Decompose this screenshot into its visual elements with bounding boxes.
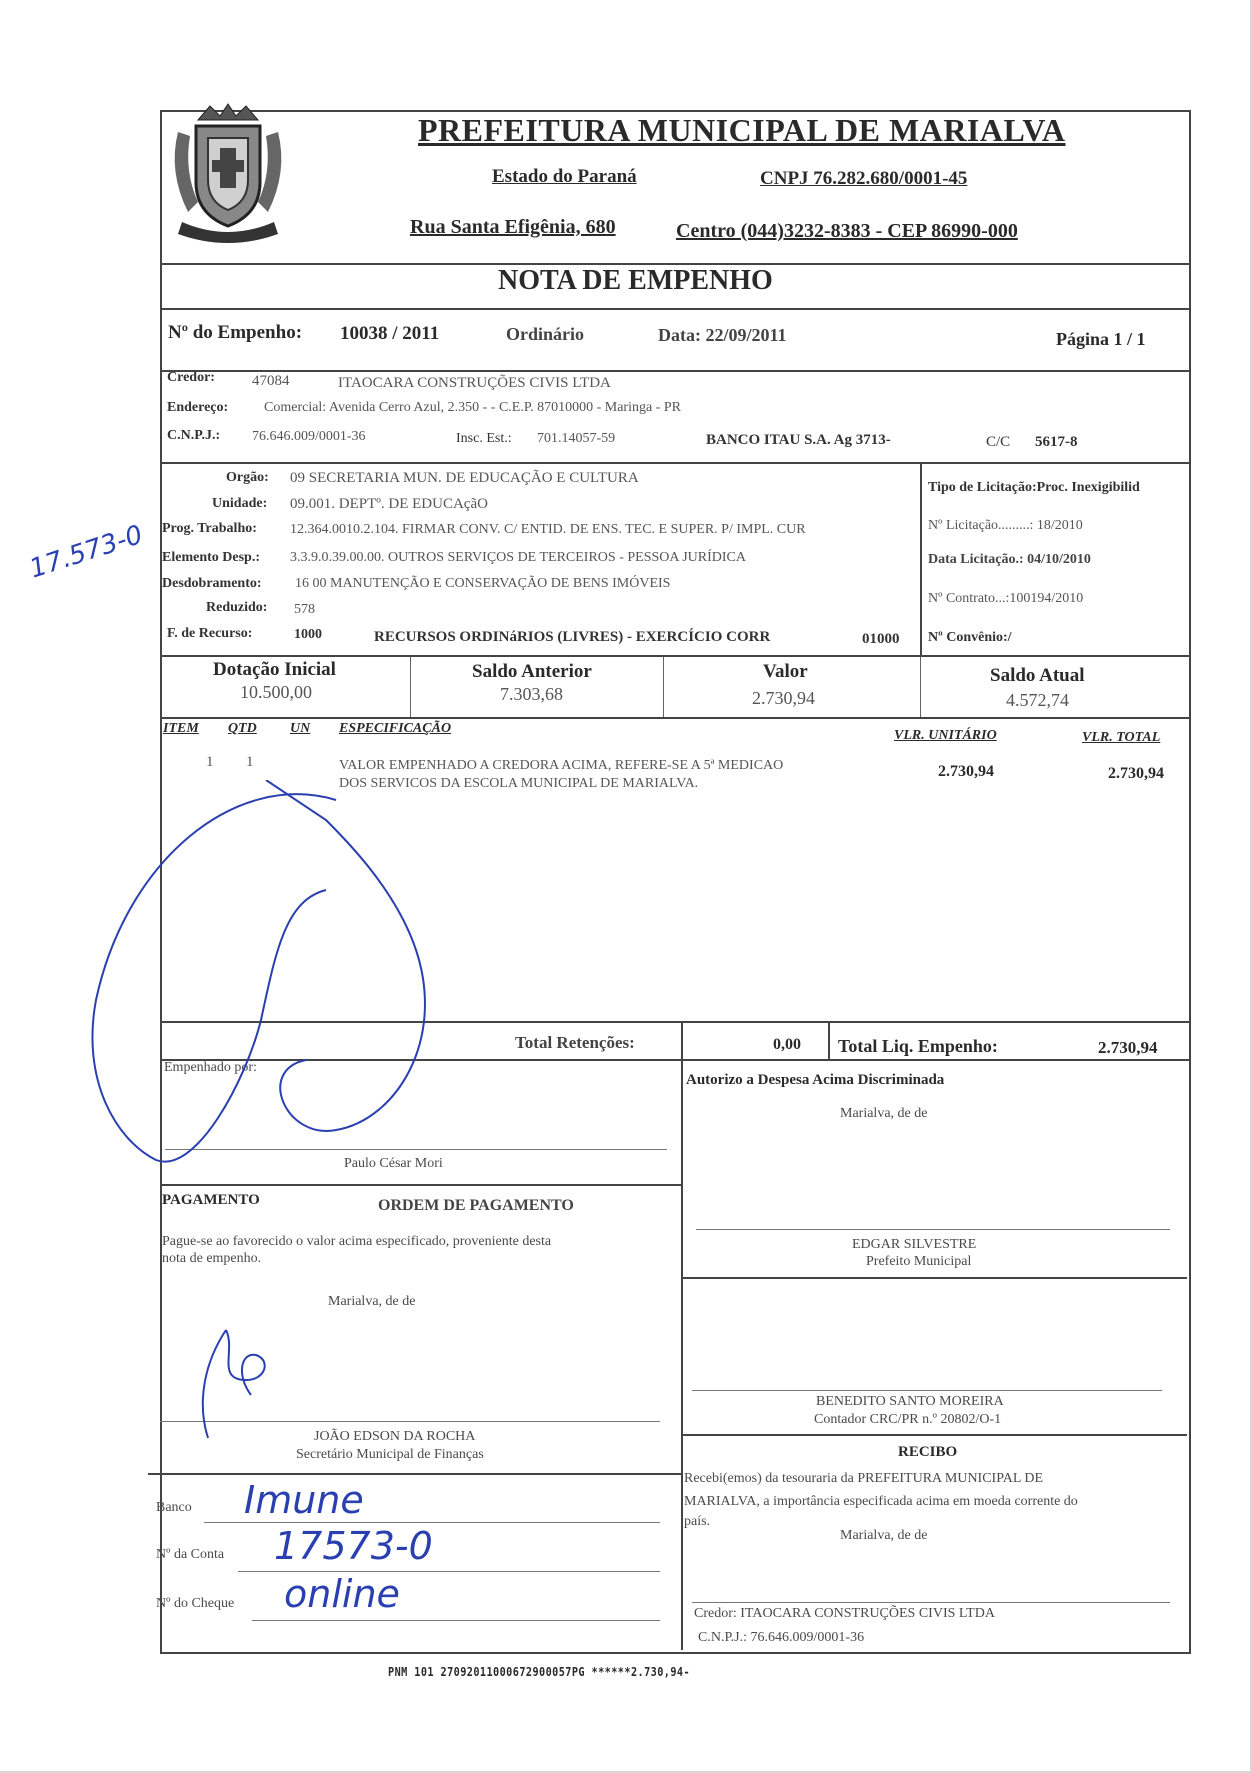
cnpj-label: C.N.P.J.: bbox=[167, 428, 221, 443]
cheque-handwritten-value: online bbox=[284, 1572, 400, 1616]
licitacao-type: Tipo de Licitação:Proc. Inexigibilid bbox=[928, 480, 1140, 495]
divider-vertical bbox=[663, 657, 664, 717]
desdobramento-value: 16 00 MANUTENÇÃO E CONSERVAÇÃO DE BENS IMÓVEIS bbox=[295, 576, 671, 591]
item-qtd: 1 bbox=[246, 754, 254, 770]
finance-secretary-name: JOÃO EDSON DA ROCHA bbox=[314, 1429, 476, 1444]
header-cnpj: CNPJ 76.282.680/0001-45 bbox=[760, 168, 968, 189]
ordem-pagamento-title: ORDEM DE PAGAMENTO bbox=[378, 1197, 574, 1214]
credor-label: Credor: bbox=[167, 370, 215, 385]
divider bbox=[148, 1473, 682, 1475]
desdobramento-label: Desdobramento: bbox=[162, 576, 262, 591]
divider bbox=[681, 1434, 1187, 1436]
credor-cnpj: 76.646.009/0001-36 bbox=[252, 429, 366, 444]
header-address: Rua Santa Efigênia, 680 bbox=[410, 216, 616, 238]
margin-handwritten-note: 17.573-0 bbox=[26, 519, 147, 585]
liq-empenho-label: Total Liq. Empenho: bbox=[838, 1036, 998, 1056]
saldo-anterior-value: 7.303,68 bbox=[500, 684, 563, 704]
unidade-label: Unidade: bbox=[212, 496, 268, 511]
account-label: C/C bbox=[986, 434, 1011, 450]
recurso-label: F. de Recurso: bbox=[167, 626, 253, 641]
divider-vertical bbox=[681, 1059, 683, 1650]
recurso-description: RECURSOS ORDINáRIOS (LIVRES) - EXERCÍCIO CORR bbox=[374, 629, 771, 645]
orgao-label: Orgão: bbox=[226, 470, 269, 485]
header-title: PREFEITURA MUNICIPAL DE MARIALVA bbox=[418, 112, 1066, 148]
col-item: ITEM bbox=[163, 721, 199, 736]
liq-empenho-value: 2.730,94 bbox=[1098, 1038, 1158, 1057]
item-unit-value: 2.730,94 bbox=[938, 763, 994, 780]
divider bbox=[160, 462, 1189, 464]
recurso-code: 01000 bbox=[862, 631, 900, 647]
autorizo-label: Autorizo a Despesa Acima Discriminada bbox=[686, 1072, 945, 1088]
saldo-atual-value: 4.572,74 bbox=[1006, 690, 1069, 710]
insc-label: Insc. Est.: bbox=[456, 431, 512, 446]
divider bbox=[681, 1277, 1187, 1279]
coat-of-arms-icon bbox=[168, 102, 288, 250]
elemento-value: 3.3.9.0.39.00.00. OUTROS SERVIÇOS DE TERCEIROS - PESSOA JURÍDICA bbox=[290, 550, 747, 565]
recibo-cnpj: C.N.P.J.: 76.646.009/0001-36 bbox=[698, 1630, 865, 1645]
empenho-number-label: Nº do Empenho: bbox=[168, 322, 303, 343]
finance-secretary-role: Secretário Municipal de Finanças bbox=[296, 1447, 484, 1462]
header-state: Estado do Paraná bbox=[492, 166, 637, 187]
col-un: UN bbox=[290, 721, 311, 736]
empenho-date: Data: 22/09/2011 bbox=[658, 325, 787, 345]
cheque-field-line bbox=[252, 1620, 660, 1621]
pagamento-text-line1: Pague-se ao favorecido o valor acima especificado, proveniente desta bbox=[162, 1234, 552, 1249]
recibo-credor: Credor: ITAOCARA CONSTRUÇÕES CIVIS LTDA bbox=[694, 1606, 995, 1621]
contrato-number: Nº Contrato...:100194/2010 bbox=[928, 591, 1084, 606]
orgao-value: 09 SECRETARIA MUN. DE EDUCAÇÃO E CULTURA bbox=[290, 470, 639, 486]
divider-vertical bbox=[828, 1023, 830, 1061]
saldo-atual-label: Saldo Atual bbox=[990, 665, 1085, 686]
valor-label: Valor bbox=[763, 661, 808, 682]
account-number-label: Nº da Conta bbox=[156, 1547, 225, 1562]
page-number: Página 1 / 1 bbox=[1056, 329, 1146, 349]
divider bbox=[160, 308, 1189, 310]
bank-handwritten-value: Imune bbox=[244, 1478, 364, 1522]
signature-line bbox=[696, 1229, 1170, 1230]
item-total-value: 2.730,94 bbox=[1108, 765, 1164, 782]
saldo-anterior-label: Saldo Anterior bbox=[472, 661, 592, 682]
item-description-line2: DOS SERVICOS DA ESCOLA MUNICIPAL DE MARIALVA. bbox=[339, 776, 699, 791]
divider bbox=[160, 370, 1189, 372]
recibo-text-line1: Recebi(emos) da tesouraria da PREFEITURA MUNICIPAL DE bbox=[684, 1471, 1044, 1486]
recurso-value: 1000 bbox=[294, 627, 322, 642]
unidade-value: 09.001. DEPTº. DE EDUCAçãO bbox=[290, 496, 488, 512]
header-district-phone: Centro (044)3232-8383 - CEP 86990-000 bbox=[676, 220, 1018, 242]
mayor-role: Prefeito Municipal bbox=[866, 1254, 972, 1269]
prog-label: Prog. Trabalho: bbox=[162, 521, 257, 536]
bank-label: Banco bbox=[156, 1500, 192, 1515]
retencoes-label: Total Retenções: bbox=[515, 1033, 635, 1052]
credor-code: 47084 bbox=[252, 373, 290, 389]
accountant-role: Contador CRC/PR n.º 20802/O-1 bbox=[814, 1412, 1002, 1427]
empenhado-label: Empenhado por: bbox=[164, 1060, 257, 1075]
licitacao-date: Data Licitação.: 04/10/2010 bbox=[928, 552, 1091, 567]
recibo-date: Marialva, de de bbox=[840, 1528, 928, 1543]
reduzido-value: 578 bbox=[294, 602, 315, 617]
empenho-number: 10038 / 2011 bbox=[340, 323, 440, 344]
convenio-number: Nº Convênio:/ bbox=[928, 630, 1012, 645]
autorizo-date: Marialva, de de bbox=[840, 1106, 928, 1121]
insc-value: 701.14057-59 bbox=[537, 431, 616, 446]
signature-line bbox=[692, 1602, 1170, 1603]
reduzido-label: Reduzido: bbox=[206, 600, 268, 615]
footer-machine-code: PNM 101 27092011000672900057PG ******2.730,94- bbox=[388, 1665, 691, 1679]
col-vlr-unitario: VLR. UNITÁRIO bbox=[894, 728, 997, 743]
credor-bank: BANCO ITAU S.A. Ag 3713- bbox=[706, 432, 891, 448]
divider-vertical bbox=[681, 1023, 683, 1061]
prog-value: 12.364.0010.2.104. FIRMAR CONV. C/ ENTID. DE ENS. TEC. E SUPER. P/ IMPL. CUR bbox=[290, 522, 806, 537]
recibo-text-line2: MARIALVA, a importância especificada acima em moeda corrente do bbox=[684, 1494, 1078, 1509]
licitacao-number: Nº Licitação.........: 18/2010 bbox=[928, 518, 1083, 533]
recibo-text-line3: país. bbox=[684, 1514, 711, 1529]
empenhado-name: Paulo César Mori bbox=[344, 1156, 443, 1171]
pagamento-date: Marialva, de de bbox=[328, 1294, 416, 1309]
col-especificacao: ESPECIFICAÇÃO bbox=[339, 721, 452, 736]
divider bbox=[160, 717, 1189, 719]
handwritten-signature-mark bbox=[196, 1320, 286, 1450]
col-vlr-total: VLR. TOTAL bbox=[1082, 730, 1161, 745]
mayor-name: EDGAR SILVESTRE bbox=[852, 1237, 977, 1252]
credor-account: 5617-8 bbox=[1035, 434, 1078, 450]
signature-line bbox=[692, 1390, 1162, 1391]
address-label: Endereço: bbox=[167, 400, 229, 415]
retencoes-value: 0,00 bbox=[773, 1036, 801, 1053]
divider-vertical bbox=[920, 464, 922, 657]
valor-value: 2.730,94 bbox=[752, 688, 815, 708]
dotacao-label: Dotação Inicial bbox=[213, 659, 336, 680]
credor-name: ITAOCARA CONSTRUÇÕES CIVIS LTDA bbox=[338, 375, 611, 391]
handwritten-signature-mark bbox=[86, 780, 486, 1180]
cheque-number-label: Nº do Cheque bbox=[156, 1596, 235, 1611]
pagamento-label: PAGAMENTO bbox=[162, 1192, 260, 1208]
document-title: NOTA DE EMPENHO bbox=[498, 265, 773, 296]
item-number: 1 bbox=[206, 754, 214, 770]
credor-address: Comercial: Avenida Cerro Azul, 2.350 - - C.E.P. 87010000 - Maringa - PR bbox=[264, 400, 681, 415]
divider bbox=[160, 1184, 682, 1186]
empenho-type: Ordinário bbox=[506, 324, 585, 344]
pagamento-text-line2: nota de empenho. bbox=[162, 1251, 262, 1266]
accountant-name: BENEDITO SANTO MOREIRA bbox=[816, 1394, 1004, 1409]
item-description-line1: VALOR EMPENHADO A CREDORA ACIMA, REFERE-SE A 5ª MEDICAO bbox=[339, 758, 784, 773]
bank-field-line bbox=[204, 1522, 660, 1523]
divider-vertical bbox=[410, 657, 411, 717]
divider-vertical bbox=[920, 657, 921, 717]
divider bbox=[160, 655, 1189, 657]
account-handwritten-value: 17573-0 bbox=[274, 1524, 433, 1568]
recibo-title: RECIBO bbox=[898, 1444, 958, 1460]
elemento-label: Elemento Desp.: bbox=[162, 550, 260, 565]
dotacao-value: 10.500,00 bbox=[240, 682, 312, 702]
col-qtd: QTD bbox=[228, 721, 257, 736]
